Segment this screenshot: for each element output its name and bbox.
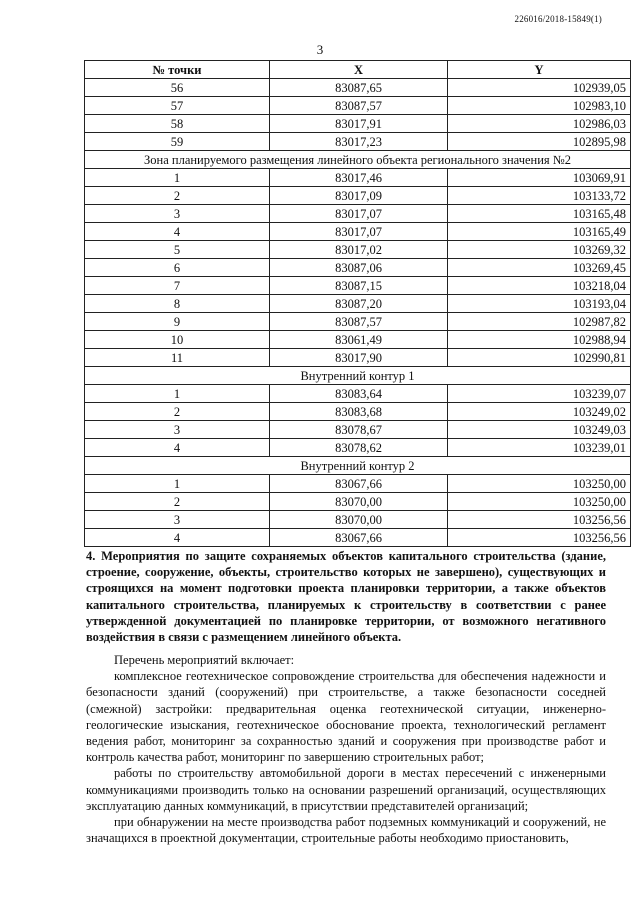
- point-number-cell: 8: [85, 295, 270, 313]
- group-title: Внутренний контур 2: [85, 457, 631, 475]
- y-cell: 102990,81: [448, 349, 631, 367]
- paragraph: Перечень мероприятий включает:: [114, 653, 295, 667]
- y-cell: 103165,49: [448, 223, 631, 241]
- point-number-cell: 10: [85, 331, 270, 349]
- document-number: 226016/2018-15849(1): [514, 14, 602, 24]
- point-number-cell: 9: [85, 313, 270, 331]
- y-cell: 103239,01: [448, 439, 631, 457]
- y-cell: 103269,32: [448, 241, 631, 259]
- x-cell: 83017,46: [270, 169, 448, 187]
- point-number-cell: 11: [85, 349, 270, 367]
- table-row: [85, 223, 631, 241]
- x-cell: 83061,49: [270, 331, 448, 349]
- x-cell: 83083,68: [270, 403, 448, 421]
- x-cell: 83078,62: [270, 439, 448, 457]
- point-number-cell: 2: [85, 493, 270, 511]
- table-row: [85, 115, 631, 133]
- table-row: [85, 133, 631, 151]
- table-row: [85, 403, 631, 421]
- table-row: [85, 187, 631, 205]
- y-cell: 103165,48: [448, 205, 631, 223]
- y-cell: 102986,03: [448, 115, 631, 133]
- header-point-number: № точки: [85, 61, 270, 79]
- x-cell: 83017,07: [270, 223, 448, 241]
- x-cell: 83017,07: [270, 205, 448, 223]
- point-number-cell: 2: [85, 403, 270, 421]
- y-cell: 103069,91: [448, 169, 631, 187]
- y-cell: 102987,82: [448, 313, 631, 331]
- paragraph: работы по строительству автомобильной дороги в местах пересечений с инженерными коммуникациями производить только на основании разрешений организаций, осуществляющих эксплуатацию данных коммуникаций, в присутствии представителей организаций;: [86, 766, 606, 813]
- coordinates-table: [84, 60, 631, 547]
- table-row: [85, 259, 631, 277]
- table-row: [85, 169, 631, 187]
- x-cell: 83087,65: [270, 79, 448, 97]
- y-cell: 102939,05: [448, 79, 631, 97]
- y-cell: 103239,07: [448, 385, 631, 403]
- y-cell: 103193,04: [448, 295, 631, 313]
- table-row: [85, 79, 631, 97]
- point-number-cell: 4: [85, 529, 270, 547]
- point-number-cell: 4: [85, 439, 270, 457]
- point-number-cell: 59: [85, 133, 270, 151]
- table-row: [85, 421, 631, 439]
- table-row: [85, 313, 631, 331]
- table-row: [85, 493, 631, 511]
- x-cell: 83078,67: [270, 421, 448, 439]
- point-number-cell: 5: [85, 241, 270, 259]
- header-x: X: [270, 61, 448, 79]
- table-row: [85, 241, 631, 259]
- point-number-cell: 1: [85, 169, 270, 187]
- x-cell: 83087,57: [270, 97, 448, 115]
- table-row: [85, 511, 631, 529]
- body-text: [86, 652, 606, 846]
- y-cell: 103250,00: [448, 493, 631, 511]
- y-cell: 102895,98: [448, 133, 631, 151]
- point-number-cell: 3: [85, 511, 270, 529]
- group-title-row: [85, 367, 631, 385]
- x-cell: 83017,91: [270, 115, 448, 133]
- x-cell: 83017,02: [270, 241, 448, 259]
- point-number-cell: 58: [85, 115, 270, 133]
- y-cell: 103133,72: [448, 187, 631, 205]
- section-heading: 4. Мероприятия по защите сохраняемых объектов капитального строительства (здание, строение, сооружение, объекты, строительство которых не завершено), существующих и строящихся на момент подготовки проекта планировки территории, а также объектов капитального строительства, планируемых к строительству в соответствии с ранее утвержденной документацией по планировке территории, от возможного негативного воздействия в связи с размещением линейного объекта.: [86, 549, 606, 645]
- x-cell: 83087,20: [270, 295, 448, 313]
- group-title-row: [85, 457, 631, 475]
- x-cell: 83083,64: [270, 385, 448, 403]
- x-cell: 83017,90: [270, 349, 448, 367]
- x-cell: 83087,15: [270, 277, 448, 295]
- y-cell: 103269,45: [448, 259, 631, 277]
- page-number: 3: [316, 42, 324, 57]
- y-cell: 103249,03: [448, 421, 631, 439]
- table-row: [85, 475, 631, 493]
- x-cell: 83087,57: [270, 313, 448, 331]
- point-number-cell: 4: [85, 223, 270, 241]
- point-number-cell: 7: [85, 277, 270, 295]
- group-title: Внутренний контур 1: [85, 367, 631, 385]
- point-number-cell: 3: [85, 421, 270, 439]
- header-y: Y: [448, 61, 631, 79]
- table-row: [85, 295, 631, 313]
- y-cell: 103249,02: [448, 403, 631, 421]
- point-number-cell: 56: [85, 79, 270, 97]
- table-row: [85, 529, 631, 547]
- table-body: [85, 79, 631, 547]
- point-number-cell: 2: [85, 187, 270, 205]
- point-number-cell: 3: [85, 205, 270, 223]
- table-row: [85, 385, 631, 403]
- point-number-cell: 1: [85, 475, 270, 493]
- y-cell: 102988,94: [448, 331, 631, 349]
- x-cell: 83087,06: [270, 259, 448, 277]
- group-title-row: [85, 151, 631, 169]
- y-cell: 102983,10: [448, 97, 631, 115]
- point-number-cell: 6: [85, 259, 270, 277]
- table-header-row: [85, 61, 631, 79]
- table-row: [85, 349, 631, 367]
- y-cell: 103218,04: [448, 277, 631, 295]
- paragraph: комплексное геотехническое сопровождение строительства для обеспечения надежности и безопасности зданий (сооружений) при строительстве, а также безопасности соседней (смежной) застройки: предварительная оценка геотехнической ситуации, инженерно-геологические изыскания, геотехническое обоснование проекта, технологический регламент ведения работ, мониторинг за сохранностью зданий и сооружения при производстве работ и контроль качества работ, мониторинг по завершению строительных работ;: [86, 669, 606, 765]
- paragraph: при обнаружении на месте производства работ подземных коммуникаций и сооружений, не значащихся в проектной документации, строительные работы необходимо приостановить,: [86, 815, 606, 846]
- table-row: [85, 97, 631, 115]
- x-cell: 83017,09: [270, 187, 448, 205]
- group-title: Зона планируемого размещения линейного объекта регионального значения №2: [85, 151, 631, 169]
- y-cell: 103256,56: [448, 511, 631, 529]
- table-row: [85, 277, 631, 295]
- x-cell: 83070,00: [270, 511, 448, 529]
- point-number-cell: 1: [85, 385, 270, 403]
- table-row: [85, 439, 631, 457]
- y-cell: 103256,56: [448, 529, 631, 547]
- point-number-cell: 57: [85, 97, 270, 115]
- x-cell: 83070,00: [270, 493, 448, 511]
- table-row: [85, 205, 631, 223]
- y-cell: 103250,00: [448, 475, 631, 493]
- table-row: [85, 331, 631, 349]
- x-cell: 83067,66: [270, 529, 448, 547]
- x-cell: 83017,23: [270, 133, 448, 151]
- x-cell: 83067,66: [270, 475, 448, 493]
